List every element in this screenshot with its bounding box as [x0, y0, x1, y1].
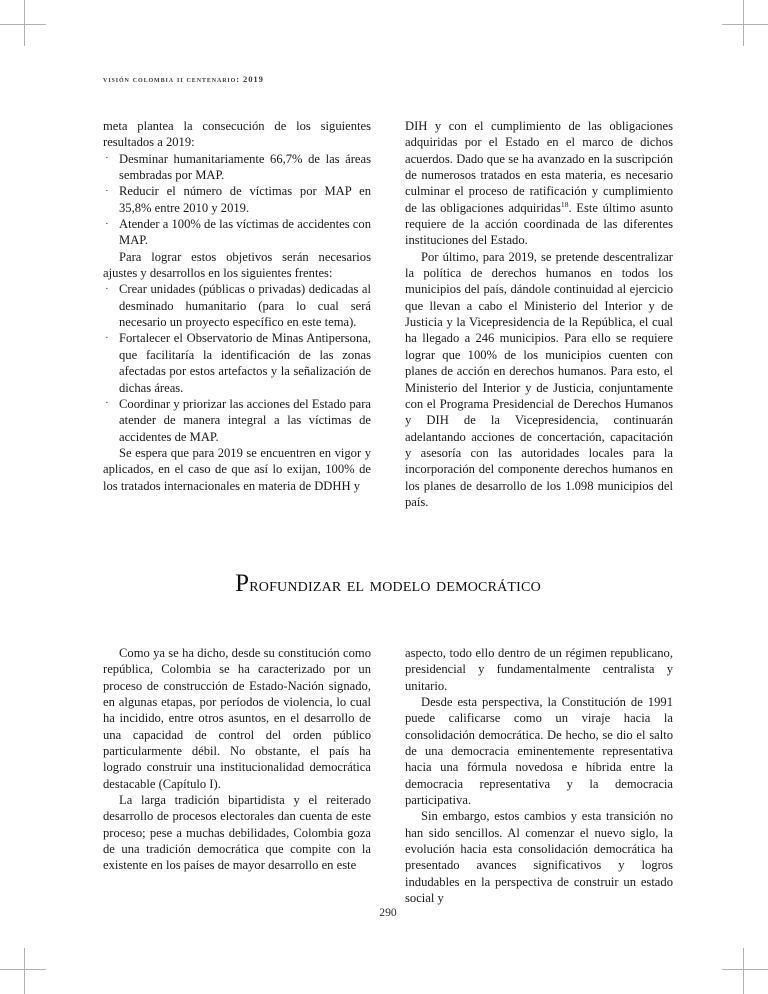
crop-mark-bottom-left-horizontal [0, 969, 46, 970]
paragraph-decentralization: Por último, para 2019, se pretende descentralizar la política de derechos humanos en todos los municipios del país, dándole continuidad al ejercicio que llevan a cabo el Ministerio del Interior y de Justicia y la Vicepresidencia de la República, el cual ha llegado a 246 municipios. Para ello se requiere lograr que 100% de los municipios cuenten con planes de acción en derechos humanos. Para esto, el Ministerio del Interior y de Justicia, conjuntamente con el Programa Presidencial de Derechos Humanos y DIH de la Vicepresidencia, continuarán adelantando acciones de concertación, capacitación y asesoría con las autoridades locales para la incorporación del componente derechos humanos en los planes de desarrollo de los 1.098 municipios del país. [405, 249, 673, 509]
paragraph-treaties-part-1: DIH y con el cumplimiento de las obligaciones adquiridas por el Estado en el marco de dichos acuerdos. Dado que se ha avanzado en la suscripción de numerosos tratados en esta materia, es necesario culminar el proceso de ratificación y cumplimiento de las obligaciones adquiridas [405, 119, 673, 215]
bullet-icon: · [105, 397, 109, 410]
list-item-text: Atender a 100% de las víctimas de accidentes con MAP. [119, 217, 371, 248]
crop-mark-bottom-right-vertical [743, 948, 744, 994]
upper-left-column [103, 118, 371, 494]
list-item-text: Reducir el número de víctimas por MAP en 35,8% entre 2010 y 2019. [119, 184, 371, 215]
paragraph-treaties [405, 118, 673, 249]
paragraph-constitution: Desde esta perspectiva, la Constitución de 1991 puede calificarse como un viraje hacia la consolidación democrática. De hecho, se dio el salto de una democracia eminentemente representativa hacia una fórmula novedosa e híbrida entre la democracia representativa y la democracia participativa. [405, 695, 673, 808]
page-title [103, 570, 673, 598]
upper-columns [103, 118, 673, 510]
list-item-text: Fortalecer el Observatorio de Minas Antipersona, que facilitaría la identificación de las zonas afectadas por estos artefactos y la señalización de dichas áreas. [119, 331, 371, 395]
lower-columns [103, 645, 673, 907]
lower-left-column [103, 645, 371, 874]
actions-list [103, 281, 371, 444]
list-item-text: Coordinar y priorizar las acciones del Estado para atender de manera integral a las víctimas de accidentes de MAP. [119, 396, 371, 444]
list-item [103, 216, 371, 249]
bullet-icon: · [105, 282, 109, 295]
section-heading-block [103, 570, 673, 598]
list-item [103, 281, 371, 330]
footnote-marker: 18 [560, 199, 569, 209]
upper-text-block [103, 118, 673, 510]
crop-mark-top-right-vertical [743, 0, 744, 46]
crop-mark-top-left-horizontal [0, 24, 46, 25]
paragraph-regime: aspecto, todo ello dentro de un régimen republicano, presidencial y fundamentalmente centralista y unitario. [405, 646, 673, 693]
bullet-icon: · [105, 331, 109, 344]
paragraph-bipartisan: La larga tradición bipartidista y el reiterado desarrollo de procesos electorales dan cuenta de este proceso; pese a muchas debilidades, Colombia goza de una tradición democrática que compite con la existente en los países de mayor desarrollo en este [103, 793, 371, 873]
list-item [103, 396, 371, 445]
crop-mark-top-right-horizontal [722, 24, 768, 25]
running-head: visión colombia ii centenario: 2019 [103, 74, 264, 84]
list-item [103, 183, 371, 216]
crop-mark-bottom-right-horizontal [722, 969, 768, 970]
objectives-list [103, 151, 371, 249]
list-item-text: Desminar humanitariamente 66,7% de las áreas sembradas por MAP. [119, 151, 371, 183]
heading-initial: P [235, 570, 250, 597]
page-number: 290 [379, 906, 397, 919]
paragraph-transition: Sin embargo, estos cambios y esta transición no han sido sencillos. Al comenzar el nuevo siglo, la evolución hacia esta consolidación democrática ha presentado avances significativos y logros indudables en la perspectiva de construir un estado social y [405, 809, 673, 906]
heading-rest: rofundizar el modelo democrático [249, 574, 541, 596]
list-item-text: Crear unidades (públicas o privadas) dedicadas al desminado humanitario (para lo cual será necesario un proyecto específico en este tema). [119, 282, 371, 330]
paragraph-intro: meta plantea la consecución de los siguientes resultados a 2019: [103, 119, 371, 150]
bullet-icon: · [105, 217, 109, 230]
bullet-icon: · [105, 152, 109, 165]
upper-right-column [405, 118, 673, 510]
list-item [103, 151, 371, 184]
paragraph-mid: Para lograr estos objetivos serán necesarios ajustes y desarrollos en los siguientes frentes: [103, 249, 371, 281]
lower-right-column [405, 645, 673, 907]
paragraph-closing: Se espera que para 2019 se encuentren en vigor y aplicados, en el caso de que así lo exijan, 100% de los tratados internacionales en materia de DDHH y [103, 445, 371, 493]
crop-mark-bottom-left-vertical [24, 948, 25, 994]
list-item [103, 330, 371, 395]
lower-text-block [103, 645, 673, 907]
paragraph-history: Como ya se ha dicho, desde su constitución como república, Colombia se ha caracterizado por un proceso de construcción de Estado-Nación signado, en algunas etapas, por períodos de violencia, lo cual ha incidido, entre otros asuntos, en el desarrollo de una capacidad de control del orden público particularmente débil. No obstante, el país ha logrado construir una institucionalidad democrática destacable (Capítulo I). [103, 646, 371, 791]
paragraph-treaties-part-2: . Este último asunto requiere de la acción coordinada de las diferentes instituciones del Estado. [405, 200, 674, 248]
page-canvas [103, 0, 673, 994]
crop-mark-top-left-vertical [24, 0, 25, 46]
bullet-icon: · [105, 184, 109, 197]
